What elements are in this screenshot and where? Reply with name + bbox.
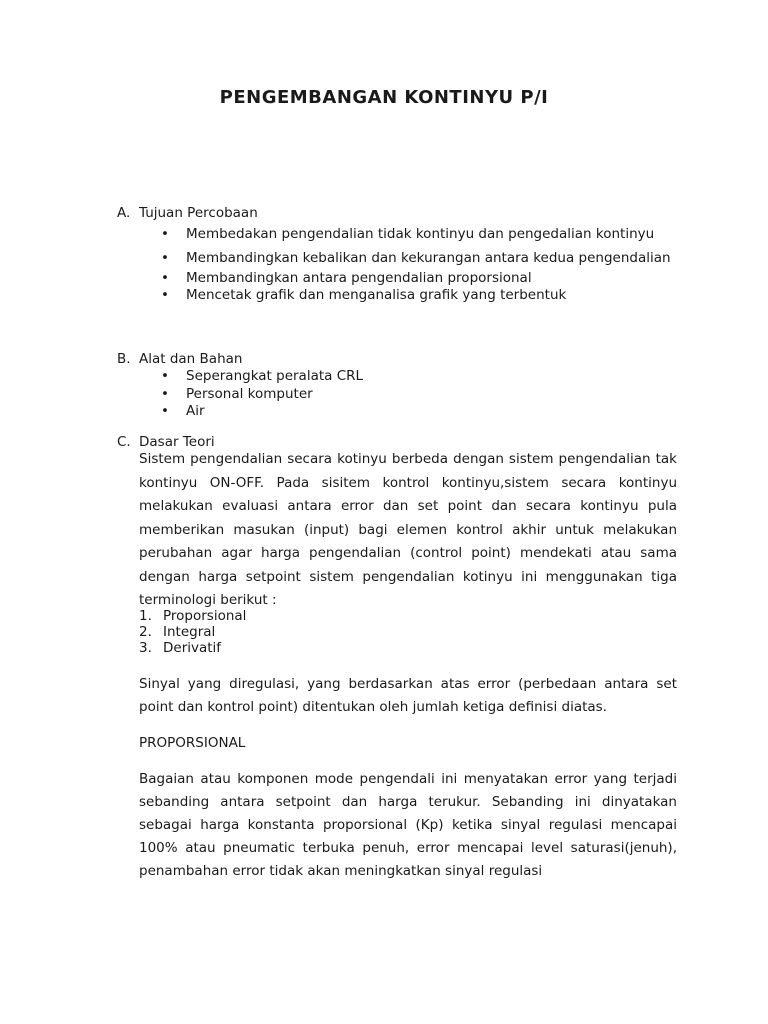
subheading: PROPORSIONAL xyxy=(139,734,246,751)
list-item: • Personal komputer xyxy=(117,386,677,404)
list-item: • Membedakan pengendalian tidak kontinyu dan pengedalian kontinyu xyxy=(117,222,677,246)
section-alat-dan-bahan xyxy=(117,350,677,421)
list-text: Proporsional xyxy=(163,607,247,624)
section-title: Dasar Teori xyxy=(139,434,215,450)
paragraph: Bagaian atau komponen mode pengendali ini menyatakan error yang terjadi sebanding antara setpoint dan harga terukur. Sebanding ini dinyatakan sebagai harga konstanta proporsional (Kp) ketika sinyal regulasi mencapai 100% atau pneumatic terbuka penuh, error mencapai level saturasi(jenuh), penambahan error tidak akan meningkatkan sinyal regulasi xyxy=(139,770,677,879)
list-text: Derivatif xyxy=(163,639,222,656)
list-item: • Mencetak grafik dan menganalisa grafik yang terbentuk xyxy=(117,287,677,304)
paragraph: Sistem pengendalian secara kotinyu berbeda dengan sistem pengendalian tak kontinyu ON-OFF. Pada sisitem kontrol kontinyu,sistem secara kontinyu melakukan evaluasi antara error dan set point dan secara kontinyu pula memberikan masukan (input) bagi elemen kontrol akhir untuk melakukan perubahan agar harga pengendalian (control point) mendekati atau sama dengan harga setpoint sistem pengendalian kotinyu ini menggunakan tiga terminologi berikut : xyxy=(139,451,677,608)
list-text: Integral xyxy=(163,623,216,640)
paragraph: Sinyal yang diregulasi, yang berdasarkan atas error (perbedaan antara set point dan kontrol point) ditentukan oleh jumlah ketiga definisi diatas. xyxy=(139,675,677,715)
section-letter: B. xyxy=(117,351,131,367)
bullet-list xyxy=(117,368,677,421)
list-item xyxy=(139,640,677,656)
list-item: • Membandingkan kebalikan dan kekurangan antara kedua pengendalian xyxy=(117,246,677,270)
list-item: • Air xyxy=(117,403,677,421)
document-title: PENGEMBANGAN KONTINYU P/I xyxy=(219,87,549,108)
section-letter: A. xyxy=(117,205,131,221)
list-number: 1. xyxy=(139,607,152,624)
section-title: Tujuan Percobaan xyxy=(139,205,258,221)
list-item xyxy=(139,624,677,640)
section-dasar-teori xyxy=(117,433,677,883)
list-item xyxy=(139,608,677,624)
section-letter: C. xyxy=(117,434,131,450)
section-tujuan-percobaan xyxy=(117,204,677,304)
section-title: Alat dan Bahan xyxy=(139,351,243,367)
list-item: • Membandingkan antara pengendalian proporsional xyxy=(117,270,677,287)
section-heading xyxy=(117,350,677,368)
list-item: • Seperangkat peralata CRL xyxy=(117,368,677,386)
bullet-list xyxy=(117,222,677,304)
numbered-list xyxy=(117,608,677,656)
list-number: 2. xyxy=(139,623,152,640)
list-number: 3. xyxy=(139,639,152,656)
section-heading xyxy=(117,204,677,222)
